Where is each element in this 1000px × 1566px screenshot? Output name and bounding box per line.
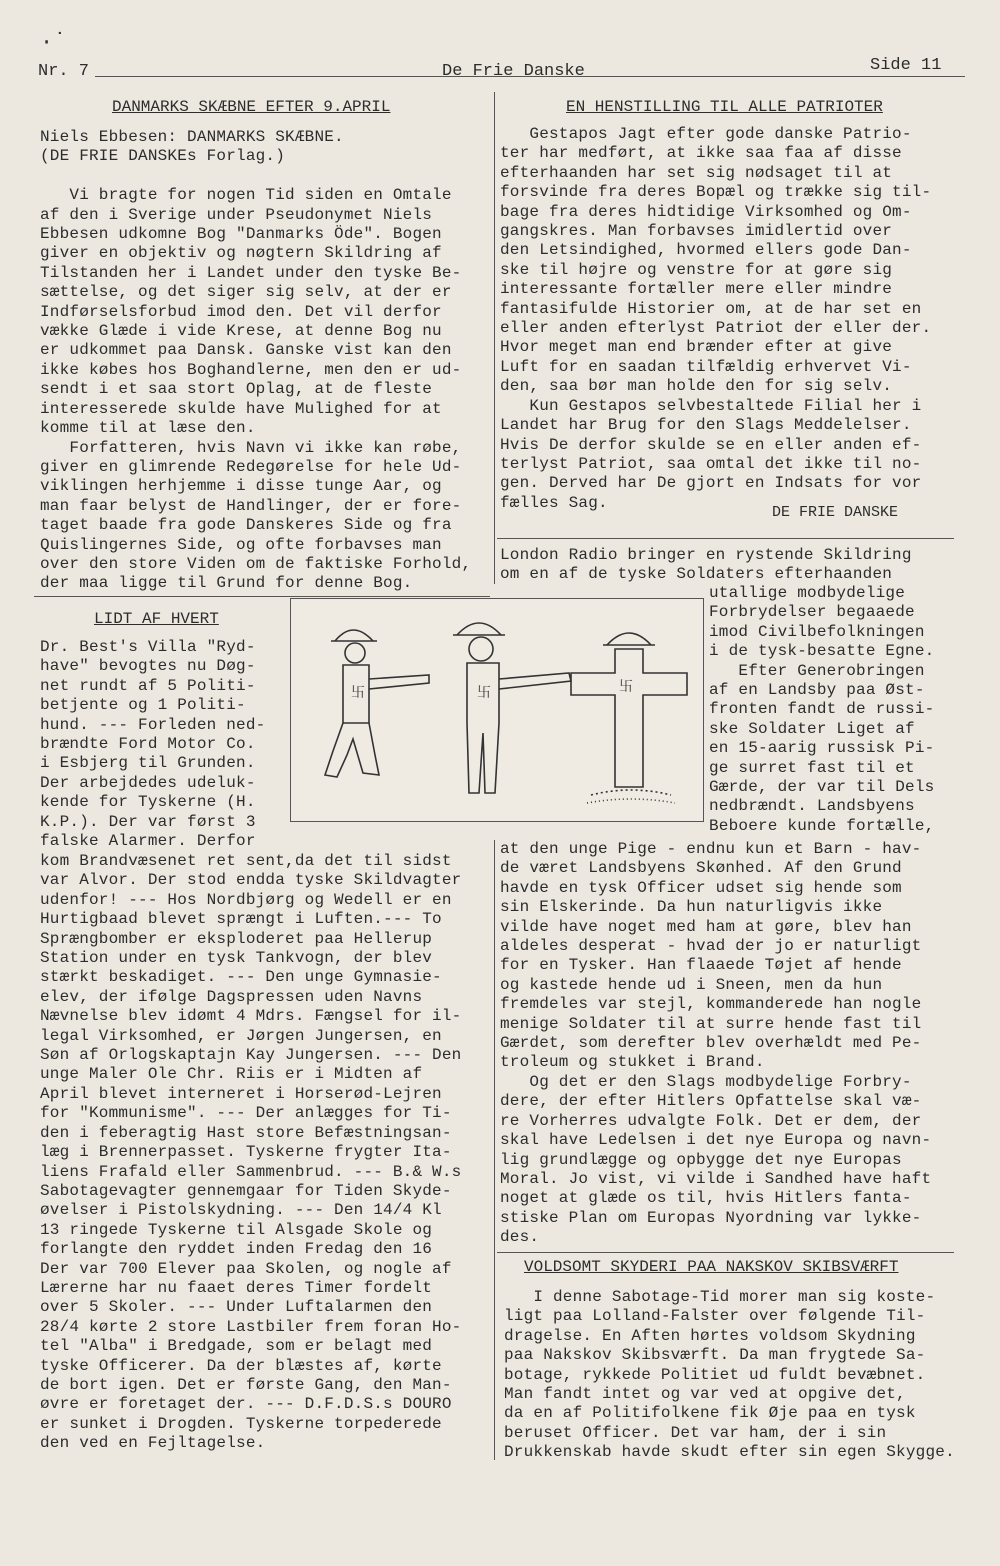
svg-text:卐: 卐 — [351, 686, 365, 702]
text-line: 13 ringede Tyskerne til Alsgade Skole og — [40, 1220, 433, 1239]
text-line: fantasifulde Historier om, at de har set en — [500, 299, 922, 318]
text-line: giver en glimrende Redegørelse for hele Ud- — [40, 457, 462, 476]
text-line: viklingen herhjemme i disse tunge Aar, og — [40, 477, 442, 496]
text-line: Lærerne har nu faaet deres Timer fordelt — [40, 1278, 433, 1297]
text-line: taget baade fra gode Danskeres Side og fra — [40, 516, 452, 535]
text-line: Sprængbomber er eksploderet paa Hellerup — [40, 929, 433, 948]
text-line: forlangte den ryddet inden Fredag den 16 — [40, 1240, 433, 1259]
text-line: den, saa bør man holde den for sig selv. — [500, 377, 893, 396]
text-line: hund. --- Forleden ned- — [40, 715, 266, 734]
text-line: ge surret fast til et — [709, 758, 915, 777]
text-line: Ebbesen udkomne Bog "Danmarks Öde". Bogen — [40, 225, 442, 244]
article4-intro — [500, 546, 912, 585]
text-line: den ved en Fejltagelse. — [40, 1434, 266, 1453]
text-line: Gærde, der var til Dels — [709, 778, 935, 797]
cartoon-illustration — [290, 598, 704, 822]
text-line: utallige modbydelige — [709, 584, 906, 602]
article3-heading: LIDT AF HVERT — [94, 610, 219, 628]
text-line: kom Brandvæsenet ret sent,da det til sidst — [40, 852, 452, 870]
text-line: over 5 Skoler. --- Under Luftalarmen den — [40, 1298, 433, 1317]
column-divider-bottom — [494, 840, 495, 1460]
text-line: noget at glæde os til, hvis Hitlers fanta- — [500, 1189, 912, 1208]
article1-body — [40, 128, 471, 594]
article3-body-narrow — [40, 638, 265, 851]
svg-text:卐: 卐 — [619, 680, 633, 696]
text-line: over den store Viden om de faktiske Forhold, — [40, 554, 472, 573]
text-line: øvre er foretaget der. --- D.F.D.S.s DOURO — [40, 1395, 452, 1414]
text-line: Luft for en saadan tilfældig erhvervet Vi- — [500, 357, 912, 376]
text-line: skal have Ledelsen i det nye Europa og navn- — [500, 1131, 932, 1150]
text-line: er sunket i Drogden. Tyskerne torpederede — [40, 1414, 442, 1433]
article2-signature: DE FRIE DANSKE — [772, 504, 899, 521]
text-line: dere, der efter Hitlers Opfattelse skal væ- — [500, 1092, 922, 1111]
text-line: Efter Generobringen — [709, 661, 925, 680]
text-line: havde en tysk Officer udset sig hende som — [500, 878, 902, 897]
article2-heading: EN HENSTILLING TIL ALLE PATRIOTER — [566, 98, 883, 116]
text-line: var Alvor. Der stod endda tyske Skildvagter — [40, 871, 462, 890]
text-line: stiske Plan om Europas Nyordning var lykke- — [500, 1208, 922, 1227]
text-line: Vi bragte for nogen Tid siden en Omtale — [40, 186, 452, 205]
text-line: des. — [500, 1228, 540, 1247]
text-line: legal Virksomhed, er Jørgen Jungersen, en — [40, 1026, 442, 1045]
text-line: terlyst Patriot, saa omtal det ikke til no- — [500, 454, 922, 473]
text-line: have" bevogtes nu Døg- — [40, 657, 256, 676]
text-line: imod Civilbefolkningen — [709, 622, 925, 641]
text-line: Forfatteren, hvis Navn vi ikke kan røbe, — [40, 438, 462, 457]
text-line — [40, 167, 471, 186]
text-line: Indførselsforbud imod den. Det vil derfor — [40, 302, 442, 321]
text-line: Drukkenskab havde skudt efter sin egen Skygge. — [504, 1443, 955, 1462]
article5-heading: VOLDSOMT SKYDERI PAA NAKSKOV SKIBSVÆRFT — [524, 1258, 899, 1276]
text-line: da en af Politifolkene fik Øje paa en tysk — [504, 1404, 916, 1423]
text-line: nedbrændt. Landsbyens — [709, 797, 915, 816]
text-line: at den unge Pige - endnu kun et Barn - hav- — [500, 840, 922, 858]
text-line: af den i Sverige under Pseudonymet Niels — [40, 205, 433, 224]
text-line: gen. Derved har De gjort en Indsats for vor — [500, 474, 922, 493]
text-line: Forbrydelser begaaede — [709, 603, 915, 622]
text-line: ikke købes hos Boghandlerne, men den er ud- — [40, 360, 462, 379]
text-line: I denne Sabotage-Tid morer man sig koste- — [504, 1288, 936, 1306]
text-line: net rundt af 5 Politi- — [40, 676, 256, 695]
text-line: liens Frafald eller Sammenbrud. --- B.& W.s — [40, 1162, 462, 1181]
text-line: ske til højre og venstre for at gøre sig — [500, 260, 893, 279]
text-line: Beboere kunde fortælle, — [709, 816, 935, 835]
text-line: Og det er den Slags modbydelige Forbry- — [500, 1072, 912, 1091]
text-line: K.P.). Der var først 3 — [40, 812, 256, 831]
text-line: de været Landsbyens Skønhed. Af den Grund — [500, 859, 902, 878]
text-line: læg i Brennerpasset. Tyskerne frygter Ita- — [40, 1143, 452, 1162]
text-line: Landet har Brug for den Slags Meddelelser. — [500, 416, 912, 435]
paper-title: De Frie Danske — [442, 62, 585, 81]
text-line: Sabotagevagter gennemgaar for Tiden Skyde- — [40, 1181, 452, 1200]
text-line: ter har medført, at ikke saa faa af disse — [500, 144, 902, 163]
text-line: komme til at læse den. — [40, 419, 256, 438]
text-line: Der var 700 Elever paa Skolen, og nogle af — [40, 1259, 452, 1278]
text-line: (DE FRIE DANSKEs Forlag.) — [40, 147, 286, 166]
text-line: beruset Officer. Det var ham, der i sin — [504, 1423, 887, 1442]
text-line: Tilstanden her i Landet under den tyske Be- — [40, 263, 462, 282]
text-line: vække Glæde i vide Krese, at denne Bog nu — [40, 322, 442, 341]
text-line: unge Maler Ole Chr. Riis er i Midten af — [40, 1065, 423, 1084]
text-line: eller anden efterlyst Patriot der eller der. — [500, 319, 932, 338]
text-line: forsvinde fra deres Bopæl og trække sig til- — [500, 183, 932, 202]
issue-number: Nr. 7 — [38, 62, 90, 81]
text-line: April blevet interneret i Horserød-Lejren — [40, 1084, 442, 1103]
text-line: fælles Sag. — [500, 493, 608, 512]
text-line: i Esbjerg til Grunden. — [40, 754, 256, 773]
text-line: fremdeles var stejl, kommanderede han nogle — [500, 995, 922, 1014]
text-line: af en Landsby paa Øst- — [709, 681, 925, 700]
text-line: lig grundlægge og opbygge det nye Europas — [500, 1150, 902, 1169]
text-line: re Vorherres udvalgte Folk. Det er dem, der — [500, 1111, 922, 1130]
text-line: Man fandt intet og var ved at opgive det, — [504, 1385, 906, 1404]
text-line: Moral. Jo vist, vi vilde i Sandhed have haft — [500, 1169, 932, 1188]
text-line: sin Elskerinde. Da hun naturligvis ikke — [500, 898, 883, 917]
text-line: falske Alarmer. Derfor — [40, 832, 256, 851]
text-line: botage, rykkede Politiet ud fuldt bevæbnet. — [504, 1365, 926, 1384]
text-line: Søn af Orlogskaptajn Kay Jungersen. --- Den — [40, 1046, 462, 1065]
text-line: elev, der ifølge Dagspressen uden Navns — [40, 987, 423, 1006]
article5-body — [504, 1288, 955, 1463]
text-line: øvelser i Pistolskydning. --- Den 14/4 Kl — [40, 1201, 442, 1220]
article2-body — [500, 125, 931, 513]
text-line: sendt i et saa stort Oplag, at de fleste — [40, 380, 433, 399]
text-line: i de tysk-besatte Egne. — [709, 642, 935, 661]
text-line: Quislingernes Side, og ofte forbavses man — [40, 535, 442, 554]
text-line: aldeles desperat - hvad der jo er naturligt — [500, 937, 922, 956]
text-line: sættelse, og det siger sig selv, at der er — [40, 283, 452, 302]
text-line: vilde have noget med ham at gøre, blev han — [500, 917, 912, 936]
text-line: tyske Officerer. Da der blæstes af, kørte — [40, 1356, 442, 1375]
text-line: ligt paa Lolland-Falster over følgende Til- — [504, 1307, 926, 1326]
article4-body-narrow — [709, 584, 934, 836]
text-line: Station under en tysk Tankvogn, der blev — [40, 949, 433, 968]
ink-specks: ·˙ — [40, 30, 67, 55]
text-line: betjente og 1 Politi- — [40, 696, 246, 715]
text-line: interessante fortæller mere eller mindre — [500, 280, 893, 299]
text-line: kende for Tyskerne (H. — [40, 793, 256, 812]
text-line: man faar belyst de Handlinger, der er fore- — [40, 496, 462, 515]
page-header — [30, 56, 960, 88]
divider-under-article2 — [497, 538, 954, 539]
text-line: paa Nakskov Skibsværft. Da man frygtede Sa- — [504, 1346, 926, 1365]
text-line: dragelse. En Aften hørtes voldsom Skydning — [504, 1326, 916, 1345]
text-line: Gestapos Jagt efter gode danske Patrio- — [500, 125, 912, 143]
article4-body-wide — [500, 840, 931, 1248]
text-line: Hvis De derfor skulde se en eller anden ef- — [500, 435, 922, 454]
text-line: giver en objektiv og nøgtern Skildring af — [40, 244, 442, 263]
page-number: Side 11 — [870, 56, 942, 75]
text-line: er udkommet paa Dansk. Ganske vist kan den — [40, 341, 452, 360]
text-line: London Radio bringer en rystende Skildring — [500, 546, 912, 564]
text-line: troleum og stukket i Brand. — [500, 1053, 765, 1072]
cartoon-drawing — [291, 599, 703, 821]
divider-above-article5 — [497, 1252, 954, 1253]
text-line: udenfor! --- Hos Nordbjørg og Wedell er en — [40, 890, 452, 909]
text-line: en 15-aarig russisk Pi- — [709, 739, 935, 758]
text-line: Gærdet, som derefter blev overhældt med Pe- — [500, 1034, 922, 1053]
text-line: Niels Ebbesen: DANMARKS SKÆBNE. — [40, 128, 344, 146]
text-line: den Letsindighed, hvormed ellers gode Dan- — [500, 241, 912, 260]
text-line: gangskres. Man forbavses imidlertid over — [500, 222, 893, 241]
article3-body-wide — [40, 852, 461, 1454]
helmet-1 — [335, 630, 373, 641]
text-line: efterhaanden har set sig nødsaget til at — [500, 163, 893, 182]
svg-text:卐: 卐 — [477, 686, 491, 702]
article1-heading: DANMARKS SKÆBNE EFTER 9.APRIL — [112, 98, 391, 116]
text-line: den i feberagtig Hast store Befæstningsan- — [40, 1123, 452, 1142]
text-line: Dr. Best's Villa "Ryd- — [40, 638, 256, 656]
text-line: Hurtigbaad blevet sprængt i Luften.--- To — [40, 910, 442, 929]
text-line: bage fra deres hidtidige Virksomhed og Om- — [500, 202, 912, 221]
column-divider-top — [494, 92, 495, 584]
text-line: ske Soldater Liget af — [709, 719, 915, 738]
text-line: for "Kommunisme". --- Der anlægges for Ti- — [40, 1104, 452, 1123]
text-line: stærkt beskadiget. --- Den unge Gymnasie- — [40, 968, 442, 987]
text-line: Der arbejdedes udeluk- — [40, 773, 256, 792]
text-line: de bort igen. Det er første Gang, den Man- — [40, 1375, 452, 1394]
text-line: 28/4 kørte 2 store Lastbiler frem foran Ho- — [40, 1317, 462, 1336]
divider-under-article1 — [34, 596, 490, 597]
text-line: Hvor meget man end brænder efter at give — [500, 338, 893, 357]
text-line: Nævnelse blev idømt 4 Mdrs. Fængsel for il- — [40, 1007, 462, 1026]
text-line: der maa ligge til Grund for denne Bog. — [40, 574, 413, 593]
text-line: Kun Gestapos selvbestaltede Filial her i — [500, 396, 922, 415]
text-line: om en af de tyske Soldaters efterhaanden — [500, 565, 893, 584]
text-line: fronten fandt de russi- — [709, 700, 935, 719]
text-line: og kastede hende ud i Sneen, men da hun — [500, 975, 883, 994]
text-line: menige Soldater til at surre hende fast til — [500, 1014, 922, 1033]
text-line: interesserede skulde have Mulighed for at — [40, 399, 442, 418]
header-rule — [95, 76, 965, 77]
text-line: tel "Alba" i Bredgade, som er belagt med — [40, 1337, 433, 1356]
text-line: brændte Ford Motor Co. — [40, 735, 256, 754]
text-line: for en Tysker. Han flaaede Tøjet af hende — [500, 956, 902, 975]
